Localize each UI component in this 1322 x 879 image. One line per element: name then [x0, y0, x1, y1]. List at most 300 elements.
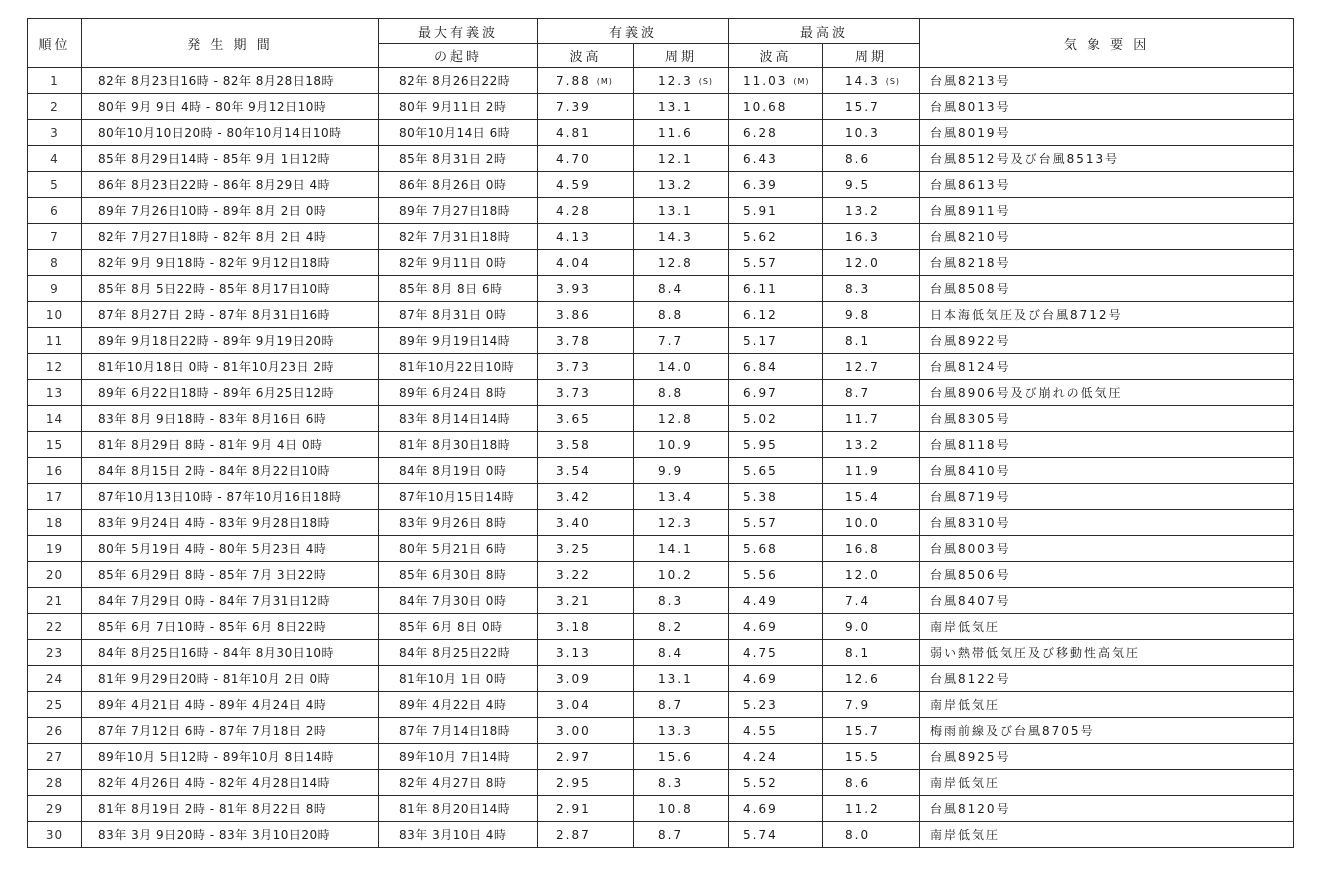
max-period-cell-value: 14.3: [845, 73, 880, 88]
sig-height-cell: [538, 250, 634, 276]
period-cell: [82, 276, 379, 302]
period-cell-value: 81年10月18日 0時 - 81年10月23日 2時: [98, 360, 334, 374]
header-cause: 気 象 要 因: [920, 19, 1294, 68]
period-cell-value: 81年 8月29日 8時 - 81年 9月 4日 0時: [98, 438, 323, 452]
cause-cell: [920, 120, 1294, 146]
period-cell-value: 84年 8月15日 2時 - 84年 8月22日10時: [98, 464, 331, 478]
sig-period-cell-value: 11.6: [658, 125, 693, 140]
max-height-cell-value: 5.57: [743, 255, 778, 270]
peak-time-cell: [379, 250, 538, 276]
rank-cell-value: 16: [45, 463, 64, 478]
peak-time-cell-value: 82年 9月11日 0時: [399, 256, 507, 270]
table-row: [28, 588, 1294, 614]
cause-cell-value: 台風8019号: [930, 126, 1011, 140]
cause-cell-value: 台風8013号: [930, 100, 1011, 114]
rank-cell-value: 22: [45, 619, 64, 634]
cause-cell: [920, 744, 1294, 770]
period-cell: [82, 718, 379, 744]
max-height-cell-value: 5.23: [743, 697, 778, 712]
sig-period-cell: [634, 146, 729, 172]
period-cell: [82, 822, 379, 848]
peak-time-cell-value: 86年 8月26日 0時: [399, 178, 507, 192]
max-height-cell: [729, 718, 823, 744]
max-period-cell-value: 12.0: [845, 255, 880, 270]
cause-cell-value: 台風8213号: [930, 74, 1011, 88]
table-row: [28, 224, 1294, 250]
cause-cell-value: 台風8410号: [930, 464, 1011, 478]
table-row: [28, 276, 1294, 302]
rank-cell-value: 10: [45, 307, 64, 322]
max-height-cell: [729, 562, 823, 588]
period-cell-value: 86年 8月23日22時 - 86年 8月29日 4時: [98, 178, 331, 192]
cause-cell: [920, 302, 1294, 328]
sig-period-cell-value: 15.6: [658, 749, 693, 764]
peak-time-cell-value: 80年10月14日 6時: [399, 126, 511, 140]
sig-height-cell: [538, 770, 634, 796]
max-height-cell-value: 5.57: [743, 515, 778, 530]
sig-period-cell: [634, 822, 729, 848]
peak-time-cell: [379, 458, 538, 484]
max-period-cell-value: 15.7: [845, 99, 880, 114]
rank-cell-value: 29: [45, 801, 64, 816]
table-row: [28, 562, 1294, 588]
max-period-cell: [823, 588, 920, 614]
period-cell-value: 82年 9月 9日18時 - 82年 9月12日18時: [98, 256, 331, 270]
period-cell-value: 83年 3月 9日20時 - 83年 3月10日20時: [98, 828, 331, 842]
max-height-cell-value: 10.68: [743, 99, 788, 114]
max-period-cell-value: 7.4: [845, 593, 871, 608]
sig-height-cell-value: 3.09: [556, 671, 591, 686]
cause-cell: [920, 354, 1294, 380]
sig-period-cell: [634, 328, 729, 354]
header-peak-time-line2: の起時: [379, 44, 538, 68]
rank-cell-value: 24: [45, 671, 64, 686]
rank-cell: [28, 94, 82, 120]
sig-height-cell-value: 3.25: [556, 541, 591, 556]
peak-time-cell: [379, 224, 538, 250]
max-height-cell-value: 6.97: [743, 385, 778, 400]
sig-period-cell-value: 8.3: [658, 593, 684, 608]
cause-cell-value: 台風8506号: [930, 568, 1011, 582]
peak-time-cell: [379, 692, 538, 718]
peak-time-cell-value: 89年10月 7日14時: [399, 750, 511, 764]
cause-cell-value: 台風8512号及び台風8513号: [930, 152, 1120, 166]
max-period-cell-value: 10.3: [845, 125, 880, 140]
sig-period-cell-value: 14.0: [658, 359, 693, 374]
peak-time-cell: [379, 172, 538, 198]
sig-height-cell: [538, 796, 634, 822]
peak-time-cell: [379, 718, 538, 744]
rank-cell-value: 6: [50, 203, 59, 218]
max-period-cell: [823, 458, 920, 484]
period-cell-value: 85年 6月 7日10時 - 85年 6月 8日22時: [98, 620, 327, 634]
rank-cell-value: 30: [45, 827, 64, 842]
max-height-cell: [729, 692, 823, 718]
max-period-cell: [823, 328, 920, 354]
sig-height-cell: [538, 562, 634, 588]
max-height-cell-value: 5.56: [743, 567, 778, 582]
sig-period-cell: [634, 432, 729, 458]
rank-cell: [28, 432, 82, 458]
max-height-cell: [729, 796, 823, 822]
max-period-cell-value: 8.7: [845, 385, 871, 400]
rank-cell-value: 1: [50, 73, 59, 88]
period-cell: [82, 172, 379, 198]
rank-cell: [28, 354, 82, 380]
cause-cell: [920, 510, 1294, 536]
sig-period-cell: [634, 68, 729, 94]
max-period-cell-value: 8.0: [845, 827, 871, 842]
peak-time-cell-value: 82年 4月27日 8時: [399, 776, 507, 790]
cause-cell-value: 南岸低気圧: [930, 776, 1001, 790]
period-cell: [82, 510, 379, 536]
sig-period-cell: [634, 94, 729, 120]
max-height-cell-value: 5.38: [743, 489, 778, 504]
peak-time-cell-value: 81年 8月30日18時: [399, 438, 511, 452]
period-cell: [82, 120, 379, 146]
header-rank: 順位: [28, 19, 82, 68]
max-height-cell-value: 4.49: [743, 593, 778, 608]
period-cell: [82, 692, 379, 718]
max-height-cell: [729, 224, 823, 250]
period-cell: [82, 770, 379, 796]
period-cell: [82, 562, 379, 588]
sig-period-cell-value: 8.3: [658, 775, 684, 790]
max-height-cell-value: 5.02: [743, 411, 778, 426]
max-height-cell: [729, 614, 823, 640]
rank-cell: [28, 536, 82, 562]
period-cell: [82, 250, 379, 276]
peak-time-cell: [379, 120, 538, 146]
sig-height-cell-value: 4.81: [556, 125, 591, 140]
table-header: [28, 19, 1294, 68]
sig-period-cell: [634, 640, 729, 666]
sig-height-cell: [538, 354, 634, 380]
cause-cell-value: 南岸低気圧: [930, 828, 1001, 842]
max-height-cell: [729, 250, 823, 276]
table-row: [28, 744, 1294, 770]
header-peak-time-line1: 最大有義波: [379, 19, 538, 44]
cause-cell-value: 台風8120号: [930, 802, 1011, 816]
rank-cell: [28, 146, 82, 172]
period-cell-value: 82年 8月23日16時 - 82年 8月28日18時: [98, 74, 334, 88]
sig-period-cell-value: 13.4: [658, 489, 693, 504]
table-body: [28, 68, 1294, 848]
max-period-cell: [823, 354, 920, 380]
sig-height-cell: [538, 224, 634, 250]
sig-period-cell-value: 8.7: [658, 827, 684, 842]
peak-time-cell-value: 85年 6月 8日 0時: [399, 620, 503, 634]
rank-cell-value: 9: [50, 281, 59, 296]
peak-time-cell-value: 87年 8月31日 0時: [399, 308, 507, 322]
peak-time-cell-value: 85年 8月31日 2時: [399, 152, 507, 166]
max-period-cell-value: 8.1: [845, 333, 871, 348]
peak-time-cell-value: 81年10月22日10時: [399, 360, 515, 374]
sig-height-cell: [538, 718, 634, 744]
sig-height-cell-value: 3.65: [556, 411, 591, 426]
max-period-cell: [823, 692, 920, 718]
max-height-cell: [729, 822, 823, 848]
max-period-cell: [823, 406, 920, 432]
period-cell-value: 81年 8月19日 2時 - 81年 8月22日 8時: [98, 802, 327, 816]
rank-cell: [28, 692, 82, 718]
peak-time-cell-value: 82年 8月26日22時: [399, 74, 511, 88]
peak-time-cell-value: 83年 9月26日 8時: [399, 516, 507, 530]
max-height-cell-value: 5.52: [743, 775, 778, 790]
peak-time-cell-value: 82年 7月31日18時: [399, 230, 511, 244]
sig-period-cell: [634, 510, 729, 536]
max-period-cell-value: 13.2: [845, 203, 880, 218]
period-cell: [82, 146, 379, 172]
sig-period-cell: [634, 380, 729, 406]
sig-period-cell-value: 12.8: [658, 411, 693, 426]
sig-height-cell-value: 3.93: [556, 281, 591, 296]
sig-height-cell: [538, 744, 634, 770]
cause-cell-value: 台風8210号: [930, 230, 1011, 244]
sig-height-cell-value: 3.58: [556, 437, 591, 452]
sig-period-cell: [634, 744, 729, 770]
sig-height-cell: [538, 302, 634, 328]
rank-cell: [28, 172, 82, 198]
sig-height-cell-value: 2.95: [556, 775, 591, 790]
sig-height-cell-value: 3.86: [556, 307, 591, 322]
peak-time-cell: [379, 796, 538, 822]
max-height-cell: [729, 432, 823, 458]
rank-cell-value: 5: [50, 177, 59, 192]
period-cell-value: 83年 9月24日 4時 - 83年 9月28日18時: [98, 516, 331, 530]
rank-cell: [28, 510, 82, 536]
cause-cell-value: 台風8906号及び崩れの低気圧: [930, 386, 1123, 400]
rank-cell: [28, 822, 82, 848]
cause-cell-value: 台風8613号: [930, 178, 1011, 192]
max-height-cell-value: 4.55: [743, 723, 778, 738]
cause-cell-value: 弱い熱帯低気圧及び移動性高気圧: [930, 646, 1141, 660]
cause-cell: [920, 94, 1294, 120]
max-height-cell-value: 6.39: [743, 177, 778, 192]
rank-cell-value: 21: [45, 593, 64, 608]
rank-cell: [28, 302, 82, 328]
table-row: [28, 354, 1294, 380]
rank-cell: [28, 458, 82, 484]
wave-ranking-table: [27, 18, 1294, 848]
cause-cell: [920, 562, 1294, 588]
period-cell: [82, 380, 379, 406]
sig-height-cell-value: 4.70: [556, 151, 591, 166]
sig-period-cell: [634, 406, 729, 432]
max-period-cell: [823, 562, 920, 588]
period-cell-value: 87年 7月12日 6時 - 87年 7月18日 2時: [98, 724, 327, 738]
max-height-cell: [729, 68, 823, 94]
sig-height-cell: [538, 458, 634, 484]
period-cell: [82, 640, 379, 666]
max-height-cell-value: 5.68: [743, 541, 778, 556]
cause-cell: [920, 250, 1294, 276]
sig-period-cell-value: 12.3: [658, 515, 693, 530]
peak-time-cell: [379, 406, 538, 432]
sig-height-cell-value: 3.73: [556, 359, 591, 374]
max-height-cell-value: 6.12: [743, 307, 778, 322]
max-height-cell: [729, 198, 823, 224]
peak-time-cell-value: 83年 3月10日 4時: [399, 828, 507, 842]
sig-height-cell: [538, 640, 634, 666]
sig-height-cell-value: 3.78: [556, 333, 591, 348]
unit-label: (M): [596, 76, 613, 86]
max-height-cell-value: 5.62: [743, 229, 778, 244]
max-period-cell-value: 12.6: [845, 671, 880, 686]
sig-period-cell-value: 13.2: [658, 177, 693, 192]
max-height-cell: [729, 328, 823, 354]
max-height-cell-value: 11.03: [743, 73, 788, 88]
table-row: [28, 640, 1294, 666]
cause-cell: [920, 380, 1294, 406]
sig-period-cell: [634, 692, 729, 718]
cause-cell: [920, 198, 1294, 224]
max-height-cell: [729, 94, 823, 120]
sig-height-cell-value: 3.21: [556, 593, 591, 608]
cause-cell-value: 南岸低気圧: [930, 698, 1001, 712]
header-sig-height: 波高: [538, 44, 634, 68]
max-period-cell-value: 11.2: [845, 801, 880, 816]
rank-cell-value: 18: [45, 515, 64, 530]
peak-time-cell: [379, 484, 538, 510]
peak-time-cell: [379, 510, 538, 536]
peak-time-cell-value: 80年 5月21日 6時: [399, 542, 507, 556]
max-height-cell: [729, 640, 823, 666]
cause-cell-value: 日本海低気圧及び台風8712号: [930, 308, 1123, 322]
rank-cell: [28, 718, 82, 744]
sig-period-cell-value: 10.8: [658, 801, 693, 816]
period-cell-value: 89年 9月18日22時 - 89年 9月19日20時: [98, 334, 334, 348]
rank-cell: [28, 666, 82, 692]
max-period-cell-value: 8.3: [845, 281, 871, 296]
rank-cell: [28, 380, 82, 406]
rank-cell: [28, 276, 82, 302]
period-cell: [82, 406, 379, 432]
max-period-cell: [823, 432, 920, 458]
sig-height-cell: [538, 536, 634, 562]
sig-height-cell-value: 3.13: [556, 645, 591, 660]
table-row: [28, 250, 1294, 276]
period-cell-value: 81年 9月29日20時 - 81年10月 2日 0時: [98, 672, 331, 686]
max-period-cell-value: 9.8: [845, 307, 871, 322]
max-height-cell: [729, 666, 823, 692]
peak-time-cell: [379, 302, 538, 328]
sig-period-cell: [634, 172, 729, 198]
cause-cell: [920, 328, 1294, 354]
max-height-cell-value: 4.69: [743, 801, 778, 816]
table-row: [28, 458, 1294, 484]
max-height-cell: [729, 458, 823, 484]
rank-cell-value: 2: [50, 99, 59, 114]
sig-height-cell-value: 7.39: [556, 99, 591, 114]
sig-height-cell: [538, 120, 634, 146]
peak-time-cell-value: 89年 9月19日14時: [399, 334, 511, 348]
period-cell: [82, 588, 379, 614]
peak-time-cell-value: 84年 8月25日22時: [399, 646, 511, 660]
sig-height-cell-value: 4.13: [556, 229, 591, 244]
sig-period-cell: [634, 250, 729, 276]
max-height-cell: [729, 744, 823, 770]
table-row: [28, 172, 1294, 198]
period-cell-value: 83年 8月 9日18時 - 83年 8月16日 6時: [98, 412, 327, 426]
sig-period-cell-value: 8.8: [658, 385, 684, 400]
max-period-cell-value: 12.7: [845, 359, 880, 374]
sig-period-cell: [634, 120, 729, 146]
sig-height-cell-value: 2.91: [556, 801, 591, 816]
sig-height-cell: [538, 276, 634, 302]
table-row: [28, 822, 1294, 848]
period-cell-value: 82年 7月27日18時 - 82年 8月 2日 4時: [98, 230, 327, 244]
sig-period-cell-value: 13.1: [658, 99, 693, 114]
sig-period-cell: [634, 588, 729, 614]
sig-period-cell: [634, 718, 729, 744]
table-row: [28, 198, 1294, 224]
rank-cell-value: 7: [50, 229, 59, 244]
sig-height-cell: [538, 614, 634, 640]
max-period-cell-value: 8.1: [845, 645, 871, 660]
table-row: [28, 380, 1294, 406]
cause-cell-value: 台風8922号: [930, 334, 1011, 348]
rank-cell: [28, 120, 82, 146]
sig-height-cell-value: 4.59: [556, 177, 591, 192]
rank-cell-value: 11: [45, 333, 64, 348]
period-cell: [82, 354, 379, 380]
sig-period-cell: [634, 536, 729, 562]
sig-period-cell-value: 13.1: [658, 203, 693, 218]
rank-cell: [28, 588, 82, 614]
max-height-cell: [729, 484, 823, 510]
period-cell-value: 89年 6月22日18時 - 89年 6月25日12時: [98, 386, 334, 400]
sig-height-cell: [538, 432, 634, 458]
header-max-height: 波高: [729, 44, 823, 68]
rank-cell: [28, 484, 82, 510]
rank-cell: [28, 224, 82, 250]
sig-height-cell: [538, 380, 634, 406]
max-period-cell: [823, 796, 920, 822]
period-cell-value: 87年10月13日10時 - 87年10月16日18時: [98, 490, 342, 504]
cause-cell-value: 台風8218号: [930, 256, 1011, 270]
rank-cell: [28, 796, 82, 822]
peak-time-cell-value: 84年 7月30日 0時: [399, 594, 507, 608]
cause-cell: [920, 146, 1294, 172]
sig-period-cell-value: 7.7: [658, 333, 684, 348]
cause-cell: [920, 666, 1294, 692]
table-row: [28, 120, 1294, 146]
peak-time-cell: [379, 380, 538, 406]
sig-period-cell-value: 13.3: [658, 723, 693, 738]
cause-cell: [920, 796, 1294, 822]
max-period-cell: [823, 276, 920, 302]
peak-time-cell: [379, 432, 538, 458]
sig-height-cell-value: 7.88: [556, 73, 591, 88]
peak-time-cell-value: 85年 8月 8日 6時: [399, 282, 503, 296]
max-height-cell: [729, 770, 823, 796]
sig-period-cell: [634, 224, 729, 250]
sig-height-cell-value: 3.42: [556, 489, 591, 504]
cause-cell-value: 南岸低気圧: [930, 620, 1001, 634]
sig-height-cell-value: 2.87: [556, 827, 591, 842]
unit-label: (M): [793, 76, 810, 86]
period-cell-value: 89年 7月26日10時 - 89年 8月 2日 0時: [98, 204, 327, 218]
max-period-cell-value: 15.4: [845, 489, 880, 504]
table-row: [28, 718, 1294, 744]
max-height-cell-value: 4.75: [743, 645, 778, 660]
peak-time-cell: [379, 276, 538, 302]
sig-period-cell-value: 12.8: [658, 255, 693, 270]
rank-cell: [28, 198, 82, 224]
max-period-cell: [823, 718, 920, 744]
max-height-cell-value: 6.43: [743, 151, 778, 166]
